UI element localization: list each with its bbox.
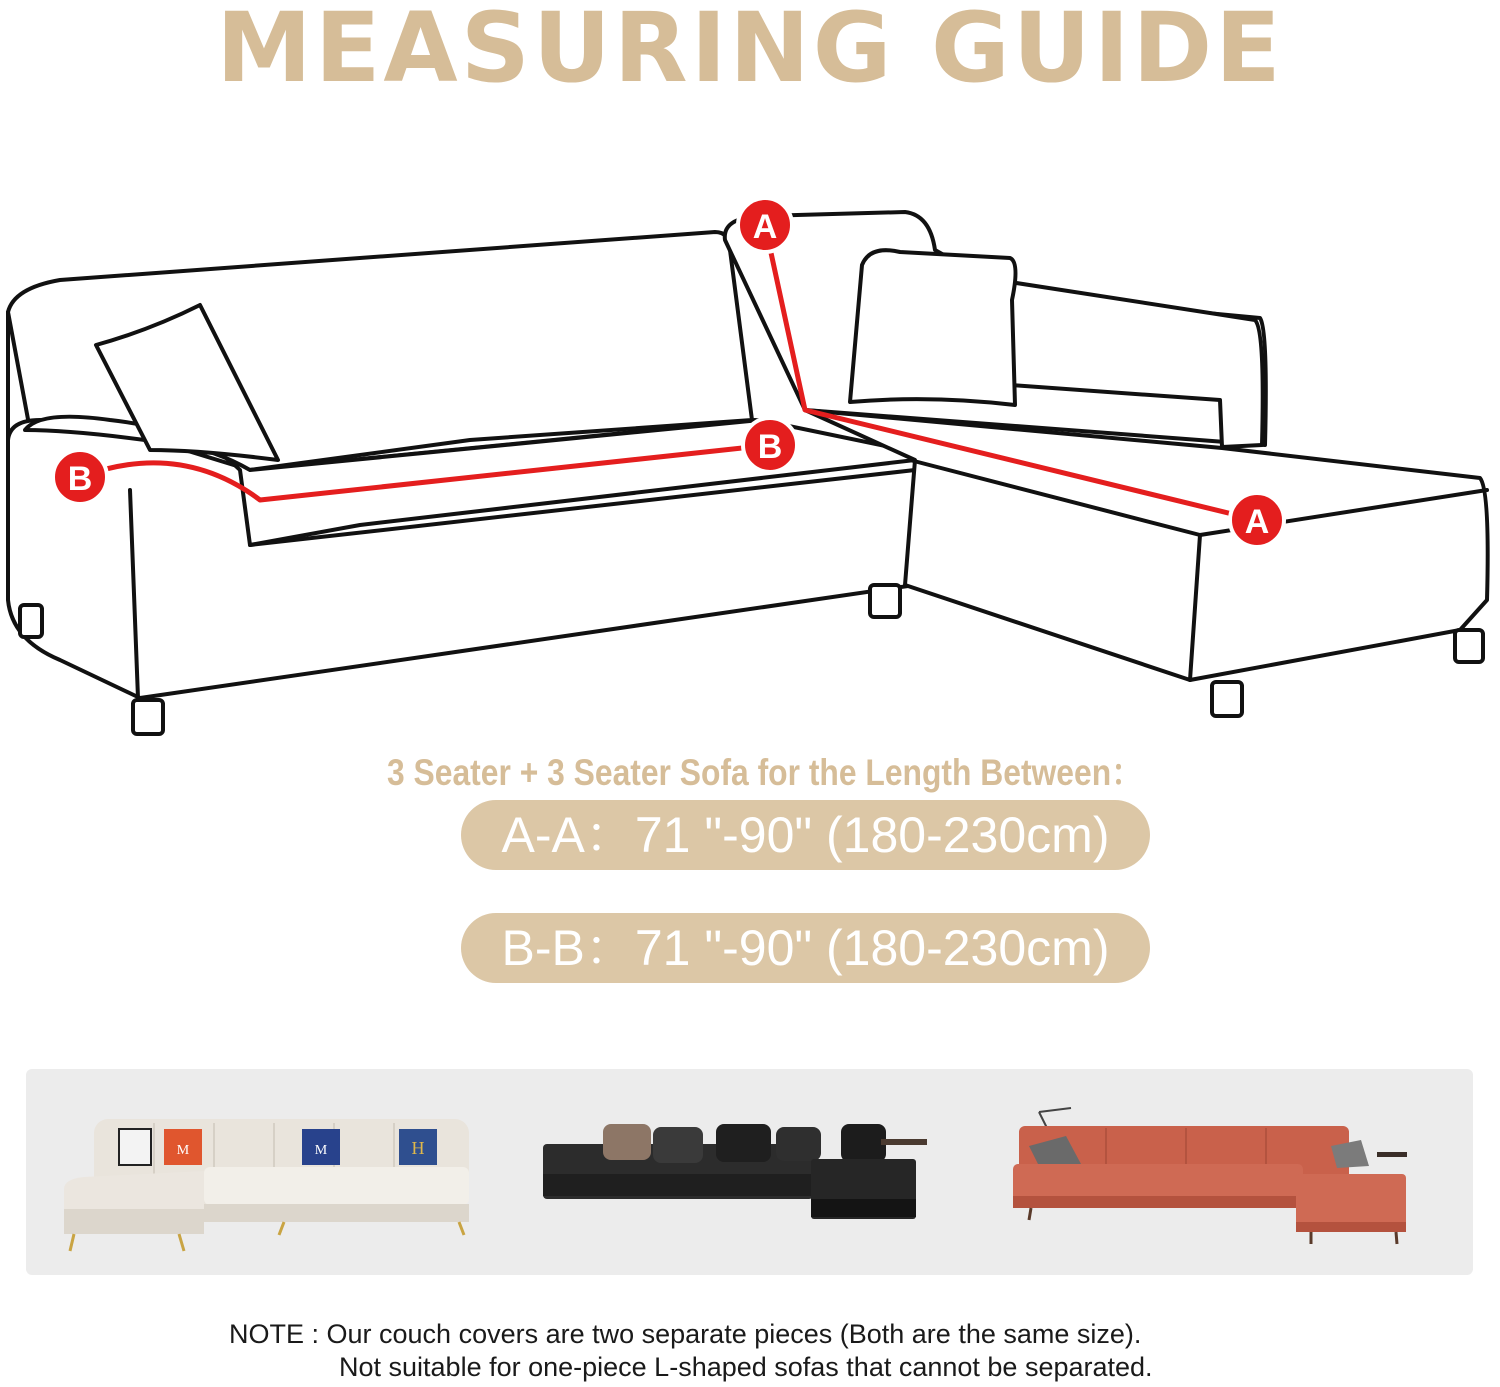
marker-a-label: A xyxy=(1244,503,1270,541)
sofa-diagram xyxy=(0,150,1500,740)
leg xyxy=(1455,630,1483,662)
marker-b-right xyxy=(743,418,797,472)
measurement-bb: B-B：71 "-90" (180-230cm) xyxy=(461,913,1150,983)
marker-b-left xyxy=(53,450,107,504)
pillow-letter: H xyxy=(411,1138,425,1158)
right-pillow xyxy=(850,250,1016,405)
measurement-aa: A-A：71 "-90" (180-230cm) xyxy=(461,800,1150,870)
sofa-size-subtitle: 3 Seater + 3 Seater Sofa for the Length Between： xyxy=(387,752,1143,793)
page-title: MEASURING GUIDE xyxy=(216,0,1284,104)
cream-sectional-image xyxy=(64,1109,474,1259)
leg xyxy=(133,700,163,734)
note-text xyxy=(229,1318,1329,1384)
marker-a-label: A xyxy=(752,208,778,246)
marker-a-bottom xyxy=(1230,493,1284,547)
marker-b-label: B xyxy=(67,460,93,498)
sofa-examples-gallery xyxy=(26,1069,1473,1275)
leg xyxy=(20,605,42,637)
note-line-1: NOTE : Our couch covers are two separate pieces (Both are the same size). xyxy=(229,1319,1142,1349)
terracotta-sectional-image xyxy=(1011,1104,1411,1249)
pillow-letter: M xyxy=(176,1143,190,1158)
note-line-2: Not suitable for one-piece L-shaped sofas that cannot be separated. xyxy=(339,1352,1153,1382)
black-sectional-image xyxy=(541,1119,931,1224)
leg xyxy=(1212,682,1242,716)
chaise-seat xyxy=(805,410,1488,680)
marker-a-top xyxy=(738,198,792,252)
leg xyxy=(870,585,900,617)
marker-b-label: B xyxy=(757,428,783,466)
pillow-letter: M xyxy=(314,1143,328,1158)
